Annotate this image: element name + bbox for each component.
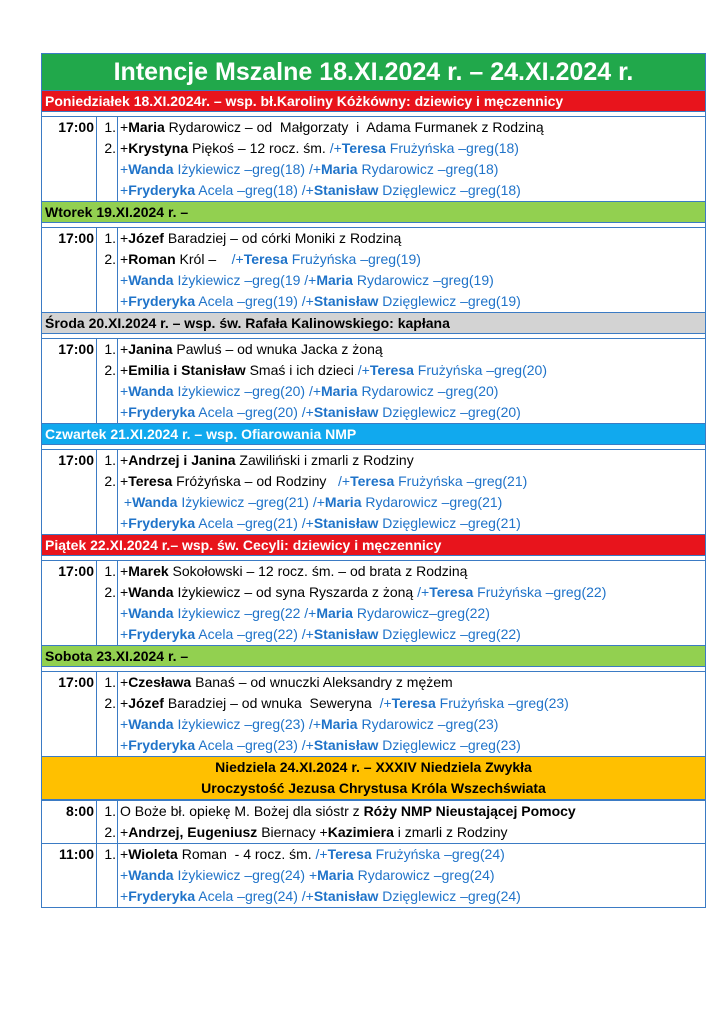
intention-text: Baradziej – od córki Moniki z Rodziną	[163, 230, 402, 246]
intention-numbers	[97, 844, 118, 907]
intention-text: Fryderyka	[128, 888, 196, 904]
intention-text: Dzięglewicz –greg(21)	[378, 515, 521, 531]
intention-text: Fryderyka	[128, 404, 196, 420]
intention-lines	[118, 561, 705, 645]
intention-line	[120, 402, 705, 423]
intention-text: Wioleta	[128, 846, 178, 862]
intention-text: Dzięglewicz –greg(20)	[378, 404, 521, 420]
intention-text: Rydarowicz –greg(24)	[353, 867, 495, 883]
intention-text: Rydarowicz –greg(20)	[357, 383, 499, 399]
intention-number: 1.	[104, 452, 116, 468]
intention-lines	[118, 672, 705, 756]
intention-line	[120, 844, 705, 865]
intention-lines	[118, 801, 705, 843]
intention-text: Rydarowicz –greg(21)	[361, 494, 503, 510]
intention-line	[120, 624, 705, 645]
intention-text: Janina	[128, 341, 173, 357]
intention-text: +	[120, 272, 129, 288]
intention-numbers	[97, 117, 118, 201]
day-header-subtext: Uroczystość Jezusa Chrystusa Króla Wszechświata	[201, 780, 546, 796]
intention-text: Iżykiewicz –greg(23) /+	[173, 716, 322, 732]
intention-number: 1.	[104, 119, 116, 135]
intention-text: Maria	[324, 494, 362, 510]
intention-text: +	[120, 737, 129, 753]
intention-line	[120, 249, 705, 270]
intention-text: Fryderyka	[128, 515, 196, 531]
intention-text: Frużyńska –greg(21)	[394, 473, 528, 489]
intention-text: Wanda	[128, 605, 174, 621]
intention-lines	[118, 450, 705, 534]
mass-block	[41, 338, 706, 424]
intention-number: 2.	[104, 584, 116, 600]
intention-text: Teresa	[128, 473, 173, 489]
intention-text: i zmarli z Rodziny	[393, 824, 508, 840]
intention-line	[120, 471, 705, 492]
intention-number	[97, 180, 116, 201]
intention-text: Roman - 4 rocz. śm.	[177, 846, 316, 862]
intention-text: +	[120, 824, 129, 840]
intention-number: 1.	[104, 230, 116, 246]
intention-text: Marek	[128, 563, 169, 579]
intention-text: +	[120, 605, 129, 621]
intention-number: 1.	[104, 341, 116, 357]
intention-number: 2.	[104, 140, 116, 156]
intention-text: Piękoś – 12 rocz. śm.	[188, 140, 330, 156]
intention-text: Józef	[128, 230, 164, 246]
intention-text: Wanda	[128, 584, 174, 600]
intention-text: Iżykiewicz –greg(19 /+	[173, 272, 317, 288]
mass-time: 17:00	[42, 672, 97, 756]
days-list	[41, 91, 706, 908]
intention-number: 2.	[104, 473, 116, 489]
intention-text: Wanda	[132, 494, 178, 510]
intention-text: Teresa	[341, 140, 386, 156]
intention-text: Wanda	[128, 161, 174, 177]
intention-text: /+	[329, 140, 342, 156]
intention-text: /+	[417, 584, 430, 600]
intention-line	[120, 603, 705, 624]
intention-numbers	[97, 801, 118, 843]
intention-number	[97, 381, 116, 402]
intention-number	[97, 603, 116, 624]
intention-line	[120, 291, 705, 312]
intention-text: Frużyńska –greg(23)	[435, 695, 569, 711]
intention-text: /+	[315, 846, 328, 862]
intention-text: Zawiliński i zmarli z Rodziny	[235, 452, 414, 468]
intention-text: Krystyna	[128, 140, 189, 156]
intention-text: Acela –greg(19) /+	[195, 293, 314, 309]
intention-text: Stanisław	[313, 293, 379, 309]
day-header-text: Niedziela 24.XI.2024 r. – XXXIV Niedziela Zwykła	[215, 759, 532, 775]
intention-number: 1.	[104, 803, 116, 819]
intention-text: O Boże bł. opiekę M. Bożej dla sióstr z	[120, 803, 364, 819]
intention-text: /+	[357, 362, 370, 378]
intention-text: Rydarowicz –greg(19)	[352, 272, 494, 288]
intention-text: Rydarowicz – od Małgorzaty i Adama Furmanek z Rodziną	[164, 119, 544, 135]
intention-number	[97, 291, 116, 312]
intention-text: +	[120, 494, 133, 510]
intention-number	[97, 865, 116, 886]
day-header	[41, 91, 706, 112]
intention-line	[120, 672, 705, 693]
intention-text: Czesława	[128, 674, 192, 690]
intention-text: Dzięglewicz –greg(24)	[378, 888, 521, 904]
intention-line	[120, 693, 705, 714]
intention-text: Maria	[321, 161, 358, 177]
intention-text: Fryderyka	[128, 626, 196, 642]
day-header-text: Czwartek 21.XI.2024 r. – wsp. Ofiarowania NMP	[45, 426, 357, 442]
intention-text: Dzięglewicz –greg(18)	[378, 182, 521, 198]
day-header-text: Poniedziałek 18.XI.2024r. – wsp. bł.Karoliny Kóżkówny: dziewicy i męczennicy	[45, 93, 564, 109]
day-header	[41, 535, 706, 556]
intention-line	[120, 492, 705, 513]
intention-text: Rydarowicz –greg(18)	[357, 161, 499, 177]
day-header	[41, 424, 706, 445]
intention-text: Maria	[317, 867, 354, 883]
intention-number	[97, 513, 116, 534]
intention-line	[120, 582, 705, 603]
intention-line	[120, 117, 705, 138]
intention-text: Frużyńska –greg(18)	[385, 140, 519, 156]
intention-text: Acela –greg(24) /+	[195, 888, 314, 904]
intention-lines	[118, 228, 705, 312]
day-header-text: Środa 20.XI.2024 r. – wsp. św. Rafała Kalinowskiego: kapłana	[45, 315, 450, 331]
intention-text: +	[120, 362, 129, 378]
intention-text: Fryderyka	[128, 182, 196, 198]
intention-text: Dzięglewicz –greg(22)	[378, 626, 521, 642]
intention-line	[120, 886, 705, 907]
intention-text: +	[120, 846, 129, 862]
intention-text: Stanisław	[313, 737, 379, 753]
mass-time: 17:00	[42, 561, 97, 645]
day-header-text: Piątek 22.XI.2024 r.– wsp. św. Cecyli: dziewicy i męczennicy	[45, 537, 442, 553]
intention-text: +	[120, 140, 129, 156]
intention-text: Smaś i ich dzieci	[245, 362, 358, 378]
intention-text: +	[120, 293, 129, 309]
intention-text: Andrzej, Eugeniusz	[128, 824, 258, 840]
intention-text: Frużyńska –greg(19)	[287, 251, 421, 267]
intention-text: Teresa	[327, 846, 372, 862]
intention-text: Acela –greg(22) /+	[195, 626, 314, 642]
intention-line	[120, 270, 705, 291]
intention-text: Król –	[175, 251, 232, 267]
intention-text: +	[120, 584, 129, 600]
intention-text: Andrzej i Janina	[128, 452, 236, 468]
intention-text: Acela –greg(20) /+	[195, 404, 314, 420]
intention-text: Dzięglewicz –greg(19)	[378, 293, 521, 309]
intention-text: Emilia i Stanisław	[128, 362, 246, 378]
intention-text: Iżykiewicz –greg(24) +	[173, 867, 318, 883]
intention-numbers	[97, 339, 118, 423]
mass-block	[41, 800, 706, 844]
intention-text: +	[120, 119, 129, 135]
intention-text: Wanda	[128, 716, 174, 732]
mass-block	[41, 671, 706, 757]
intention-text: Rydarowicz –greg(23)	[357, 716, 499, 732]
intention-text: Maria	[316, 272, 353, 288]
intention-text: Pawluś – od wnuka Jacka z żoną	[172, 341, 383, 357]
intention-number	[97, 714, 116, 735]
intention-text: Iżykiewicz – od syna Ryszarda z żoną	[173, 584, 418, 600]
day-header-text: Wtorek 19.XI.2024 r. –	[45, 204, 189, 220]
intention-numbers	[97, 228, 118, 312]
intention-text: Rydarowicz–greg(22)	[352, 605, 490, 621]
intention-text: +	[120, 473, 129, 489]
intention-number: 2.	[104, 824, 116, 840]
intention-text: +	[120, 695, 129, 711]
intention-text: +	[120, 251, 129, 267]
intention-text: Stanisław	[313, 182, 379, 198]
intention-line	[120, 360, 705, 381]
mass-time: 17:00	[42, 228, 97, 312]
intention-text: Róży NMP Nieustającej Pomocy	[363, 803, 576, 819]
intention-line	[120, 513, 705, 534]
intention-text: +	[120, 383, 129, 399]
intention-text: /+	[338, 473, 351, 489]
intention-text: Roman	[128, 251, 176, 267]
intentions-sheet	[41, 53, 706, 908]
intention-number: 1.	[104, 846, 116, 862]
intention-text: +	[120, 674, 129, 690]
intention-line	[120, 561, 705, 582]
intention-number: 1.	[104, 674, 116, 690]
intention-text: +	[120, 404, 129, 420]
intention-text: Acela –greg(18) /+	[195, 182, 314, 198]
intention-numbers	[97, 450, 118, 534]
intention-number: 1.	[104, 563, 116, 579]
intention-text: Iżykiewicz –greg(22 /+	[173, 605, 317, 621]
intention-text: +	[120, 230, 129, 246]
page-title: Intencje Mszalne 18.XI.2024 r. – 24.XI.2024 r.	[41, 53, 706, 91]
intention-text: /+	[231, 251, 244, 267]
intention-line	[120, 228, 705, 249]
mass-time: 8:00	[42, 801, 97, 843]
intention-number	[97, 492, 116, 513]
day-header	[41, 313, 706, 334]
intention-text: Teresa	[369, 362, 414, 378]
intention-line	[120, 159, 705, 180]
intention-line	[120, 138, 705, 159]
mass-block	[41, 844, 706, 908]
intention-text: +	[120, 867, 129, 883]
intention-text: Banaś – od wnuczki Aleksandry z mężem	[191, 674, 453, 690]
intention-text: +	[120, 626, 129, 642]
intention-text: Iżykiewicz –greg(18) /+	[173, 161, 322, 177]
intention-text: +	[120, 182, 129, 198]
intention-line	[120, 450, 705, 471]
intention-line	[120, 339, 705, 360]
intention-text: Maria	[321, 716, 358, 732]
intention-number: 2.	[104, 251, 116, 267]
intention-text: Teresa	[391, 695, 436, 711]
intention-line	[120, 865, 705, 886]
intention-number	[97, 159, 116, 180]
intention-text: Stanisław	[313, 888, 379, 904]
intention-text: Fróżyńska – od Rodziny	[172, 473, 339, 489]
intention-text: Maria	[128, 119, 165, 135]
intention-text: Wanda	[128, 383, 174, 399]
intention-text: Teresa	[350, 473, 395, 489]
mass-time: 11:00	[42, 844, 97, 907]
intention-number	[97, 402, 116, 423]
intention-line	[120, 735, 705, 756]
intention-text: +	[120, 452, 129, 468]
intention-number	[97, 624, 116, 645]
intention-text: Iżykiewicz –greg(20) /+	[173, 383, 322, 399]
intention-text: Frużyńska –greg(22)	[473, 584, 607, 600]
intention-text: Acela –greg(21) /+	[195, 515, 314, 531]
day-header-text: Sobota 23.XI.2024 r. –	[45, 648, 189, 664]
day-header	[41, 202, 706, 223]
intention-text: Wanda	[128, 272, 174, 288]
intention-lines	[118, 844, 705, 907]
day-header	[41, 646, 706, 667]
intention-text: Wanda	[128, 867, 174, 883]
intention-text: Stanisław	[313, 626, 379, 642]
intention-number: 2.	[104, 695, 116, 711]
intention-text: Kazimiera	[327, 824, 394, 840]
intention-text: Józef	[128, 695, 164, 711]
intention-text: Sokołowski – 12 rocz. śm. – od brata z Rodziną	[168, 563, 468, 579]
intention-text: Maria	[316, 605, 353, 621]
intention-text: +	[120, 515, 129, 531]
intention-line	[120, 822, 705, 843]
mass-block	[41, 116, 706, 202]
intention-text: Acela –greg(23) /+	[195, 737, 314, 753]
intention-number	[97, 735, 116, 756]
intention-line	[120, 180, 705, 201]
mass-block	[41, 449, 706, 535]
mass-time: 17:00	[42, 117, 97, 201]
intention-line	[120, 714, 705, 735]
intention-number	[97, 886, 116, 907]
intention-text: Frużyńska –greg(20)	[413, 362, 547, 378]
intention-line	[120, 801, 705, 822]
intention-text: Frużyńska –greg(24)	[371, 846, 505, 862]
intention-number	[97, 270, 116, 291]
intention-number: 2.	[104, 362, 116, 378]
intention-text: Stanisław	[313, 404, 379, 420]
intention-text: Stanisław	[313, 515, 379, 531]
mass-block	[41, 560, 706, 646]
intention-text: Maria	[321, 383, 358, 399]
intention-text: Fryderyka	[128, 293, 196, 309]
intention-text: Teresa	[429, 584, 474, 600]
intention-text: Dzięglewicz –greg(23)	[378, 737, 521, 753]
intention-text: +	[120, 161, 129, 177]
intention-text: +	[120, 563, 129, 579]
intention-text: Iżykiewicz –greg(21) /+	[177, 494, 325, 510]
intention-text: +	[120, 341, 129, 357]
mass-block	[41, 227, 706, 313]
intention-text: +	[120, 716, 129, 732]
intention-line	[120, 381, 705, 402]
mass-time: 17:00	[42, 339, 97, 423]
intention-lines	[118, 117, 705, 201]
intention-lines	[118, 339, 705, 423]
intention-numbers	[97, 561, 118, 645]
intention-text: Teresa	[243, 251, 288, 267]
intention-text: +	[120, 888, 129, 904]
intention-text: Biernacy +	[257, 824, 328, 840]
intention-text: Fryderyka	[128, 737, 196, 753]
intention-text: Baradziej – od wnuka Seweryna	[163, 695, 380, 711]
intention-numbers	[97, 672, 118, 756]
mass-time: 17:00	[42, 450, 97, 534]
day-header	[41, 757, 706, 800]
intention-text: /+	[379, 695, 392, 711]
